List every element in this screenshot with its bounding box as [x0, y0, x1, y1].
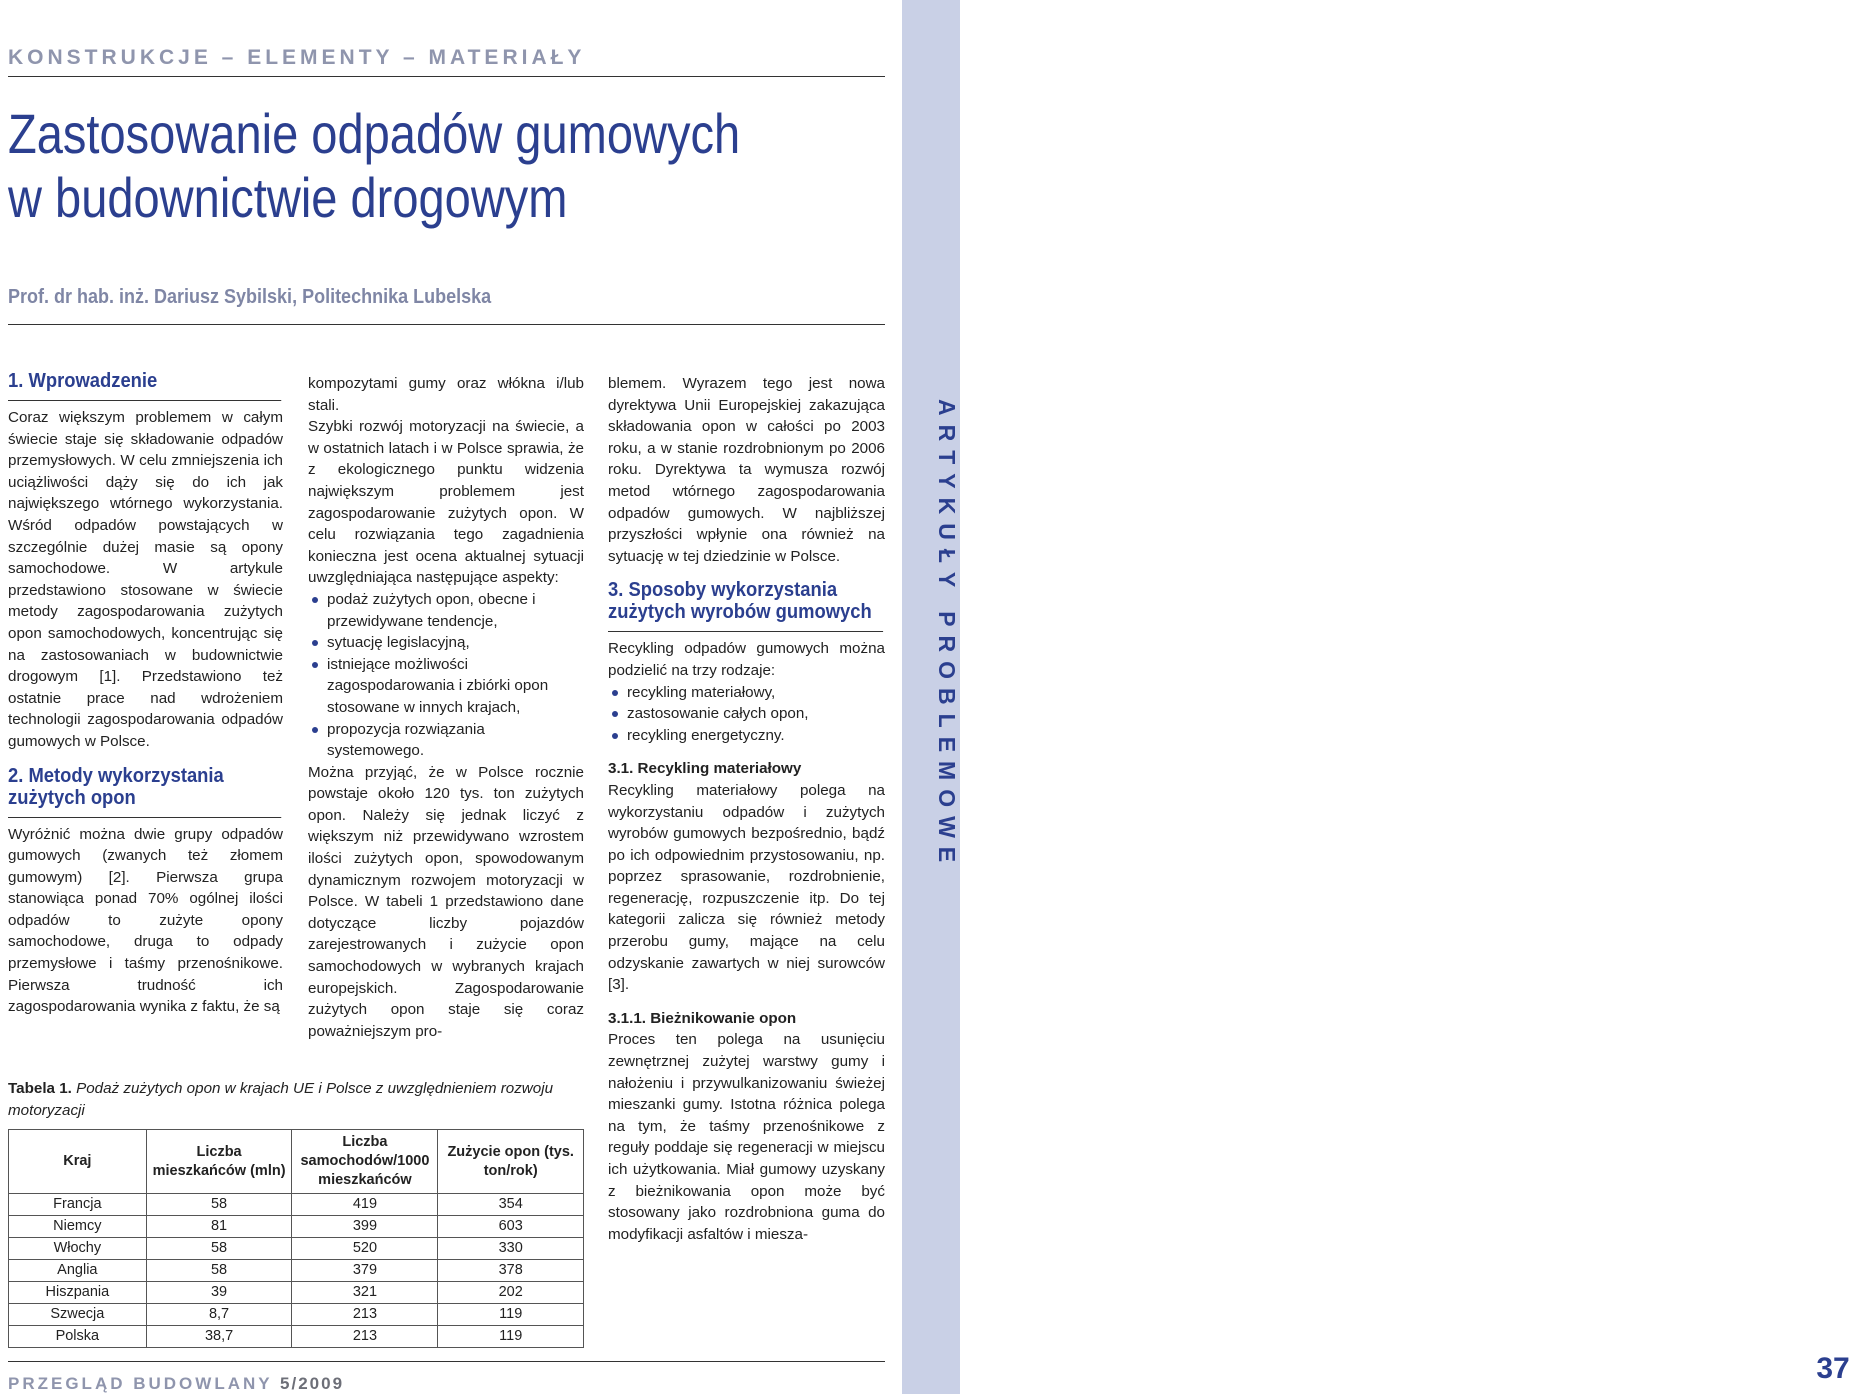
subsection-heading-3-1: 3.1. Recykling materiałowy — [608, 760, 802, 778]
tire-supply-table — [8, 1129, 584, 1348]
column-1 — [8, 370, 283, 1018]
list-item: sytuację legislacyjną, — [308, 632, 584, 654]
table-cell: Niemcy — [9, 1216, 147, 1238]
list-item: recykling energetyczny. — [608, 725, 885, 747]
aspects-list — [308, 589, 584, 762]
table-cell: 58 — [146, 1194, 292, 1216]
page-number: 37 — [1816, 1352, 1850, 1385]
table-cell: 419 — [292, 1194, 438, 1216]
footer-journal — [8, 1374, 344, 1394]
table-cell: Hiszpania — [9, 1282, 147, 1304]
table-row — [9, 1260, 584, 1282]
list-item: istniejące możliwości zagospodarowania i zbiórki opon stosowane w innych krajach, — [308, 654, 584, 719]
paragraph: Wyróżnić można dwie grupy odpadów gumowych (zwanych też złomem gumowym) [2]. Pierwsza grupa stanowiąca ponad 70% ogólnej ilości odpadów to zużyte opony samochodowe, druga to odpady przemysłowe i taśmy przenośnikowe. Pierwsza trudność ich zagospodarowania wynika z faktu, że są — [8, 825, 283, 1016]
table-cell: 379 — [292, 1260, 438, 1282]
paragraph: blemem. Wyrazem tego jest nowa dyrektywa Unii Europejskiej zakazująca składowania opon w całości po 2003 roku, a w stanie rozdrobnionym po 2006 roku. Dyrektywa ta wymusza rozwój metod wtórnego zagospodarowania odpadów gumowych. W najbliższej przyszłości wpłynie ona również na sytuację w tej dziedzinie w Polsce. — [608, 375, 885, 565]
list-item: zastosowanie całych opon, — [608, 703, 885, 725]
paragraph: Recykling materiałowy polega na wykorzystaniu odpadów i zużytych wyrobów gumowych bezpośrednio, bądź po ich odpowiednim przystosowaniu, np. poprzez sprasowanie, rozdrobnienie, regenerację, rozpuszczenie itp. Do tej kategorii zalicza się również metody przerobu gumy, mające na celu odzyskanie zawartych w niej surowców [3]. — [608, 781, 885, 994]
column-2 — [308, 373, 584, 1042]
table-row — [9, 1216, 584, 1238]
table-row — [9, 1326, 584, 1348]
table-row — [9, 1304, 584, 1326]
table-cell: 202 — [438, 1282, 584, 1304]
section-heading-2: 2. Metody wykorzystania zużytych opon — [8, 765, 281, 818]
table-header-cell: Kraj — [9, 1130, 147, 1194]
table-header-row — [9, 1130, 584, 1194]
table-cell: 321 — [292, 1282, 438, 1304]
table-row — [9, 1282, 584, 1304]
article-title-line-2: w budownictwie drogowym — [8, 166, 568, 229]
paragraph: Proces ten polega na usunięciu zewnętrznej zużytej warstwy gumy i nałożeniu i przywulkanizowaniu świeżej mieszanki gumy. Istotna różnica polega na tym, że taśmy przenośnikowe z reguły poddaje się regeneracji w miejscu ich użytkowania. Miał gumowy uzyskany z bieżnikowania opon może być stosowany jako rozdrobniona guma do modyfikacji asfaltów i miesza- — [608, 1031, 885, 1243]
table-cell: 39 — [146, 1282, 292, 1304]
paragraph: Można przyjąć, że w Polsce rocznie powstaje około 120 tys. ton zużytych opon. Należy się jednak liczyć z większym niż przewidywano wzrostem ilości zużytych opon, spowodowanym dynamicznym rozwojem motoryzacji w Polsce. W tabeli 1 przedstawiono dane dotyczące liczby pojazdów zarejestrowanych i zużycie opon samochodowych w wybranych krajach europejskich. Zagospodarowanie zużytych opon staje się coraz poważniejszym pro- — [308, 763, 584, 1040]
author-rule — [8, 324, 885, 325]
column-3 — [608, 373, 885, 1245]
table-cell: Włochy — [9, 1238, 147, 1260]
table-header-cell: Liczba samochodów/1000 mieszkańców — [292, 1130, 438, 1194]
section-vertical-label: ARTYKUŁY PROBLEMOWE — [934, 398, 960, 872]
section-heading-1: 1. Wprowadzenie — [8, 370, 281, 401]
table-caption-label: Tabela 1. — [8, 1080, 72, 1097]
table-cell: 603 — [438, 1216, 584, 1238]
table-cell: Szwecja — [9, 1304, 147, 1326]
list-item: podaż zużytych opon, obecne i przewidywane tendencje, — [308, 589, 584, 632]
table-cell: 399 — [292, 1216, 438, 1238]
table-cell: 119 — [438, 1304, 584, 1326]
table-cell: 119 — [438, 1326, 584, 1348]
paragraph: Szybki rozwój motoryzacji na świecie, a w ostatnich latach i w Polsce sprawia, że z ekologicznego punktu widzenia największym problemem jest zagospodarowanie zużytych opon. W celu rozwiązania tego zagadnienia konieczna jest ocena aktualnej sytuacji uwzględniająca następujące aspekty: — [308, 418, 584, 587]
footer-rule — [8, 1361, 885, 1362]
sidebar-band — [902, 0, 1850, 1394]
table-cell: 58 — [146, 1260, 292, 1282]
footer-journal-name: PRZEGLĄD BUDOWLANY — [8, 1374, 273, 1393]
header-rule — [8, 76, 885, 77]
table-cell: 38,7 — [146, 1326, 292, 1348]
table-cell: 81 — [146, 1216, 292, 1238]
article-author: Prof. dr hab. inż. Dariusz Sybilski, Politechnika Lubelska — [8, 286, 492, 308]
subsection-heading-3-1-1: 3.1.1. Bieżnikowanie opon — [608, 1009, 797, 1027]
paragraph: Recykling odpadów gumowych można podzielić na trzy rodzaje: — [608, 640, 885, 679]
table-cell: Francja — [9, 1194, 147, 1216]
table-cell: 58 — [146, 1238, 292, 1260]
section-header-label: KONSTRUKCJE – ELEMENTY – MATERIAŁY — [8, 46, 586, 69]
table-cell: 330 — [438, 1238, 584, 1260]
paragraph: kompozytami gumy oraz włókna i/lub stali. — [308, 375, 584, 414]
paragraph: Coraz większym problemem w całym świecie staje się składowanie odpadów przemysłowych. W celu zmniejszenia ich uciążliwości dąży się do ich jak największego wtórnego wykorzystania. Wśród odpadów powstających w szczególnie dużej masie są opony samochodowe. W artykule przedstawiono stosowane w świecie metody zagospodarowania zużytych opon samochodowych, koncentrując się na zastosowaniach w budownictwie drogowym [1]. Przedstawiono też ostatnie prace nad wdrożeniem technologii zagospodarowania odpadów gumowych w Polsce. — [8, 409, 283, 750]
section-heading-3: 3. Sposoby wykorzystania zużytych wyrobów gumowych — [608, 579, 883, 632]
table-cell: 520 — [292, 1238, 438, 1260]
table-caption — [8, 1078, 598, 1121]
table-cell: 213 — [292, 1326, 438, 1348]
table-cell: 354 — [438, 1194, 584, 1216]
list-item: recykling materiałowy, — [608, 682, 885, 704]
table-header-cell: Liczba mieszkańców (mln) — [146, 1130, 292, 1194]
article-title-line-1: Zastosowanie odpadów gumowych — [8, 102, 741, 165]
table-cell: Anglia — [9, 1260, 147, 1282]
article-title — [8, 102, 747, 230]
footer-issue: 5/2009 — [280, 1374, 345, 1393]
table-caption-text: Podaż zużytych opon w krajach UE i Polsce z uwzględnieniem rozwoju motoryzacji — [8, 1080, 554, 1119]
table-row — [9, 1238, 584, 1260]
recycling-types-list — [608, 682, 885, 747]
list-item: propozycja rozwiązania systemowego. — [308, 719, 584, 762]
table-cell: 8,7 — [146, 1304, 292, 1326]
table-cell: 213 — [292, 1304, 438, 1326]
table-cell: 378 — [438, 1260, 584, 1282]
table-row — [9, 1194, 584, 1216]
table-header-cell: Zużycie opon (tys. ton/rok) — [438, 1130, 584, 1194]
table-cell: Polska — [9, 1326, 147, 1348]
